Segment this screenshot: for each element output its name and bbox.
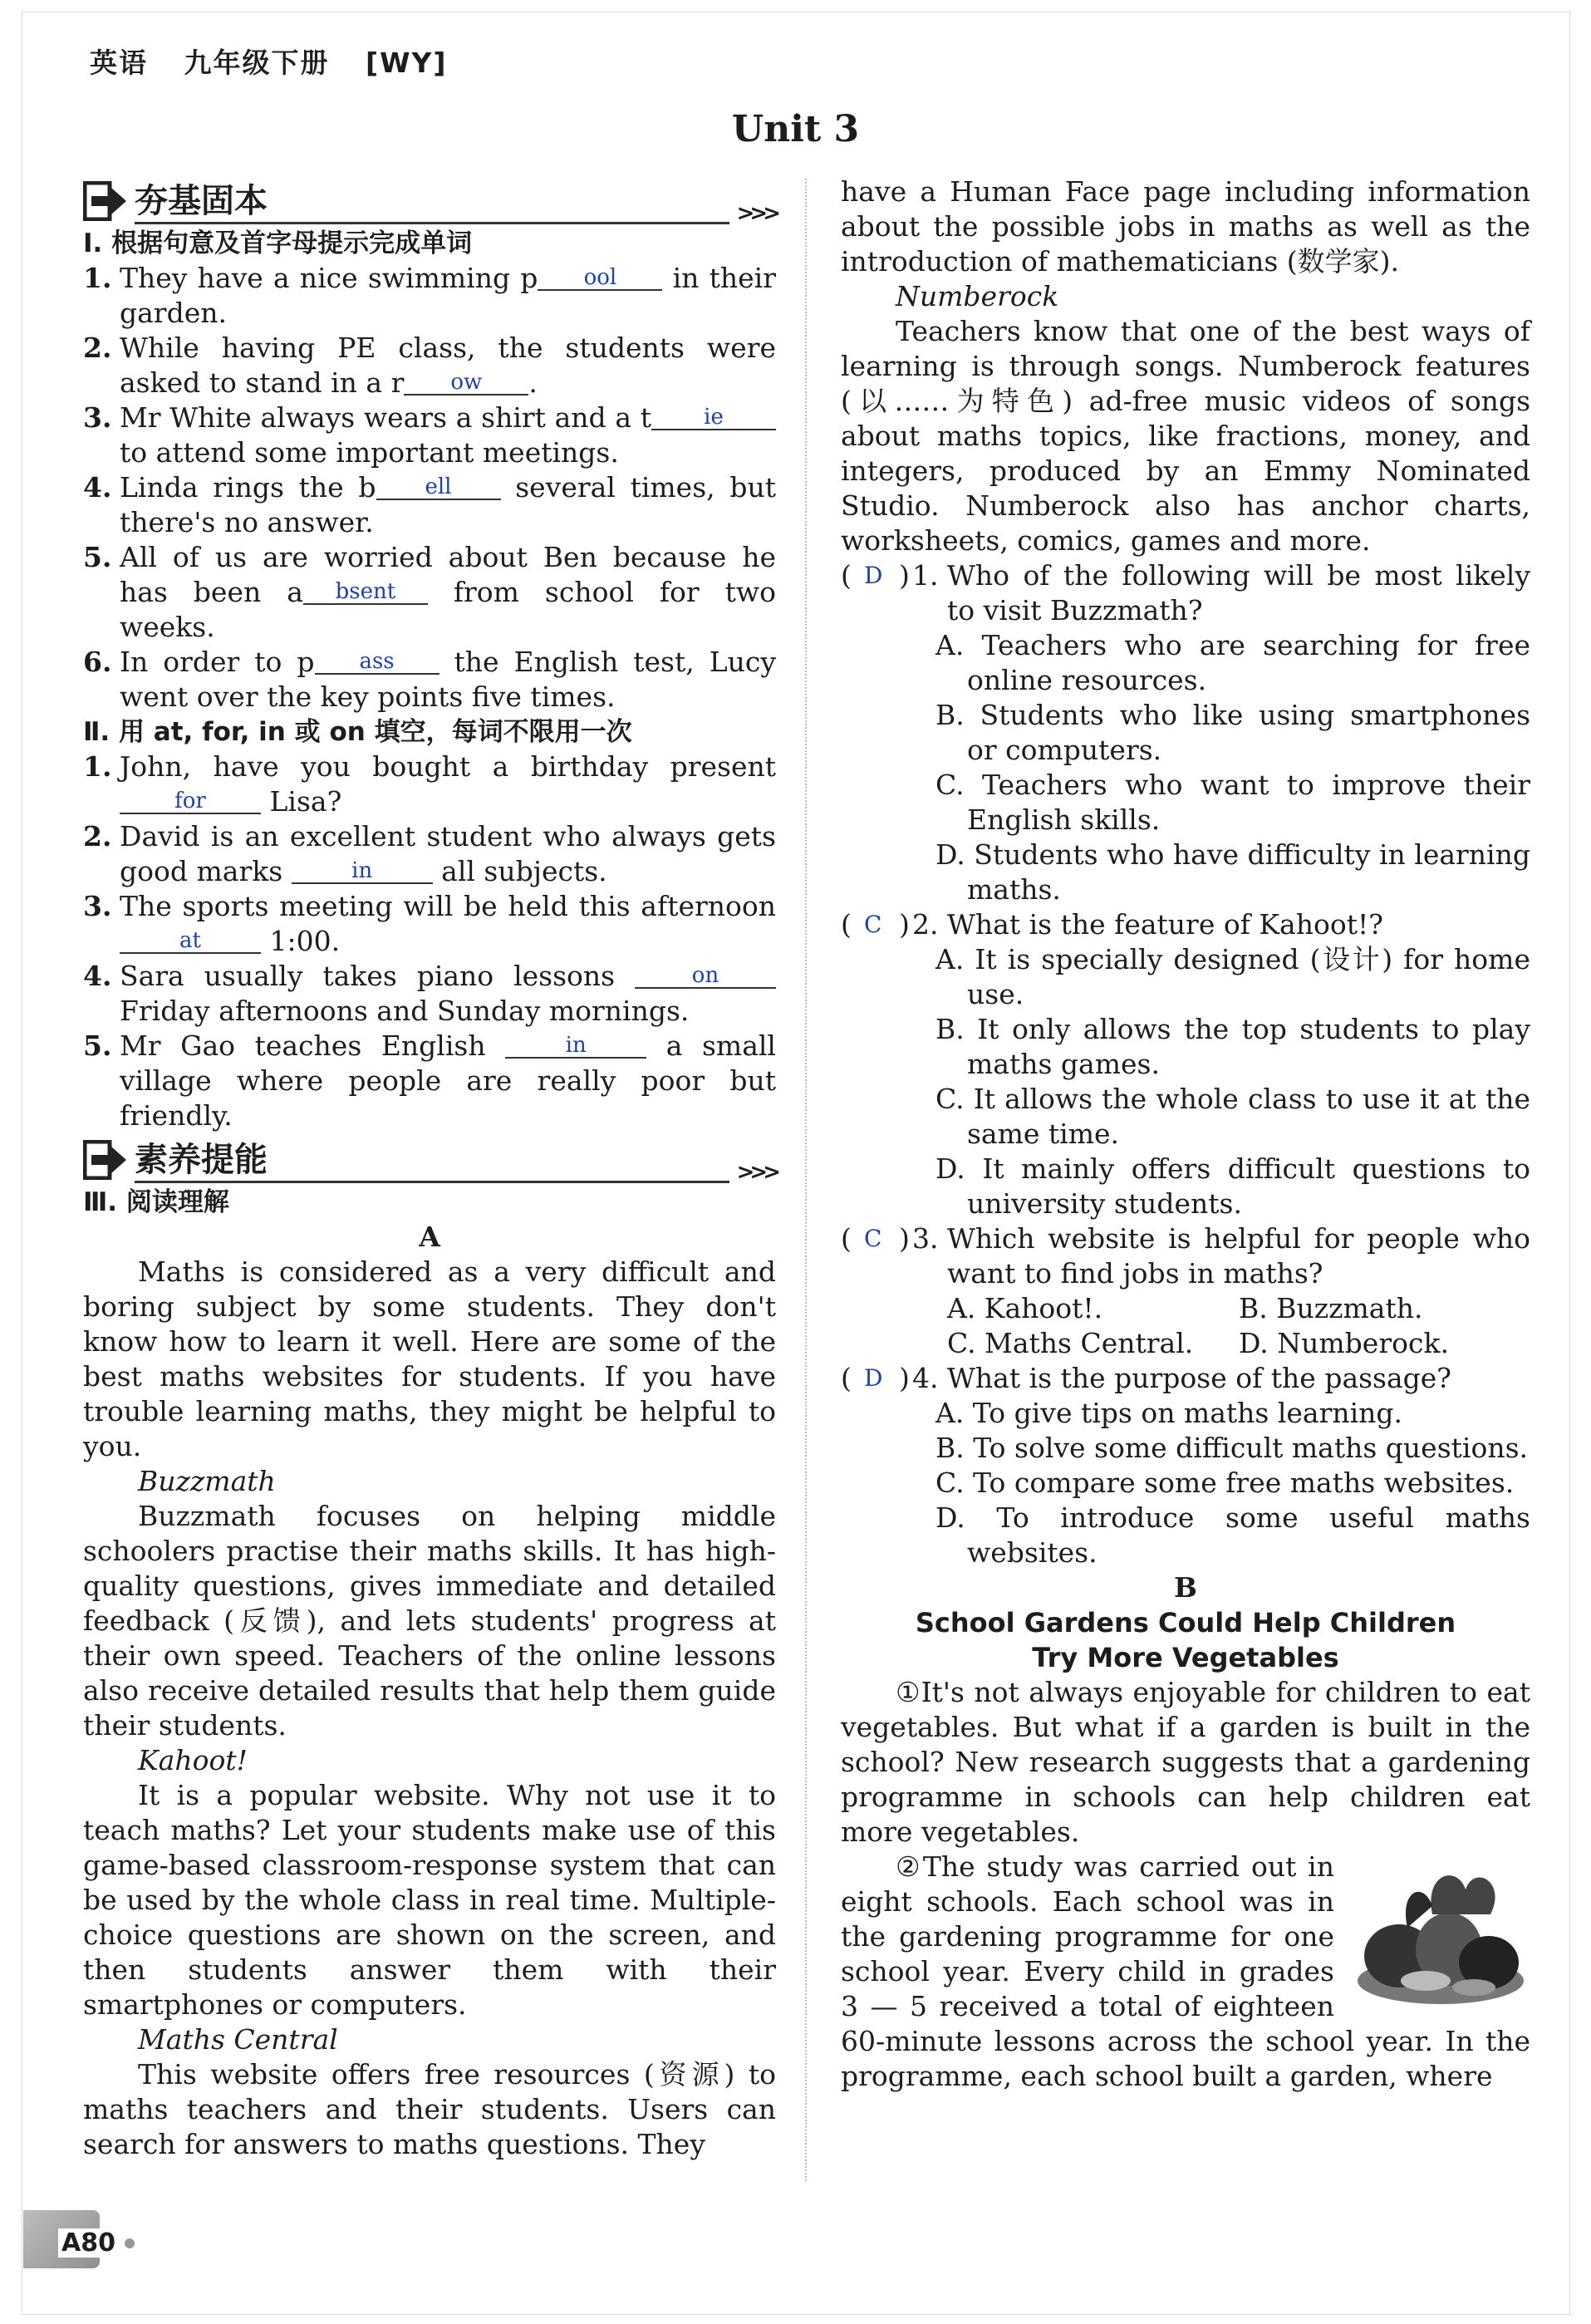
answer-option[interactable]: A. To give tips on maths learning.: [935, 1397, 1403, 1429]
answer-option[interactable]: B. Students who like using smartphones or computers.: [935, 699, 1530, 766]
question: [841, 907, 1530, 942]
answer-option[interactable]: B. Buzzmath.: [1239, 1292, 1423, 1324]
fill-item: [83, 540, 776, 645]
answer-blank[interactable]: [505, 1029, 646, 1059]
paragraph-text: ②The study was carried out in eight schools. Each school was in the gardening programme for one school year. Every child in grades 3 — 5 received a total of eighteen 60-minute lessons across the school year. In the programme, each school built a garden, where: [841, 1850, 1530, 2092]
item-text: All of us are worried about Ben because he has been a: [120, 541, 776, 608]
option-row: [841, 1291, 1530, 1326]
item-text: Lisa?: [261, 785, 342, 818]
answer-blank[interactable]: [315, 645, 439, 675]
arrow-box-icon: [83, 1140, 128, 1180]
header-grade: 九年级下册: [184, 47, 330, 79]
right-column: [841, 174, 1530, 2094]
item-number: 4.: [83, 960, 112, 992]
unit-title: Unit 3: [731, 108, 860, 150]
option-row: [841, 1326, 1530, 1361]
item-text: to attend some important meetings.: [120, 436, 619, 469]
item-number: 5.: [83, 1029, 112, 1062]
section-rule: [135, 222, 729, 224]
handwritten-answer: at: [179, 928, 201, 953]
section-title-2: 素养提能: [135, 1141, 268, 1179]
item-number: 3.: [83, 401, 112, 434]
answer-option[interactable]: D. To introduce some useful maths websites.: [935, 1501, 1530, 1569]
item-text: They have a nice swimming p: [120, 262, 538, 294]
item-text: John, have you bought a birthday present: [120, 750, 776, 783]
handwritten-answer: D: [864, 1364, 883, 1392]
item-number: 1.: [83, 262, 112, 294]
arrow-box-icon: [83, 181, 128, 221]
site-name: Maths Central: [138, 2023, 338, 2056]
item-text: Mr Gao teaches English: [120, 1029, 486, 1062]
handwritten-answer: ie: [704, 405, 724, 430]
question-stem: What is the purpose of the passage?: [947, 1362, 1452, 1394]
question-number: 4.: [912, 1362, 939, 1394]
passage-a-intro: Maths is considered as a very difficult and boring subject by some students. They don't know how to learn it well. Here are some of the best maths websites for students. If you have trouble learning maths, they might be helpful to you.: [83, 1255, 776, 1462]
answer-blank[interactable]: [303, 575, 428, 605]
running-header: [90, 42, 472, 81]
question-list: [841, 558, 1530, 1570]
section-rule: [135, 1181, 729, 1183]
item-text: The sports meeting will be held this afternoon: [120, 890, 776, 922]
section-banner-2: [83, 1137, 776, 1185]
handwritten-answer: for: [174, 789, 206, 813]
site-text: It is a popular website. Why not use it to teach maths? Let your students make use of this game-based classroom-response system that can be used by the whole class in real time. Multiple-choice questions are shown on the screen, and then students answer them with their smartphones or computers.: [83, 1779, 776, 2021]
chevrons-icon: >>>: [736, 1160, 776, 1185]
answer-option[interactable]: D. Students who have difficulty in learning maths.: [935, 838, 1530, 906]
answer-option[interactable]: C. Teachers who want to improve their English skills.: [935, 769, 1530, 836]
answer-blank[interactable]: [651, 400, 776, 430]
answer-option[interactable]: C. To compare some free maths websites.: [935, 1467, 1515, 1499]
passage-b-paragraph-1: ①It's not always enjoyable for children to eat vegetables. But what if a garden is built in the school? New research suggests that a gardening programme in schools can help children eat more vegetables.: [841, 1676, 1530, 1848]
answer-option[interactable]: D. It mainly offers difficult questions to university students.: [935, 1152, 1530, 1220]
site-name: Numberock: [896, 280, 1059, 312]
question-stem: Who of the following will be most likely to visit Buzzmath?: [947, 559, 1530, 626]
answer-option[interactable]: A. Teachers who are searching for free online resources.: [935, 629, 1530, 696]
handwritten-answer: ass: [359, 649, 395, 674]
question-stem: Which website is helpful for people who want to find jobs in maths?: [947, 1222, 1530, 1290]
site-name: Kahoot!: [138, 1744, 248, 1776]
answer-blank[interactable]: [120, 924, 261, 954]
item-number: 3.: [83, 890, 112, 922]
site-text-continuation: have a Human Face page including information about the possible jobs in maths as well as the introduction of mathematicians (数学家).: [841, 175, 1530, 278]
handwritten-answer: in: [565, 1033, 587, 1058]
site-text: Buzzmath focuses on helping middle schoolers practise their maths skills. It has high-quality questions, gives immediate and detailed feedback (反馈), and lets students' progress at their own speed. Teachers of the online lessons also receive detailed results that help them guide their students.: [83, 1500, 776, 1742]
item-text: from school for two weeks.: [120, 576, 776, 643]
passage-b-title-line2: Try More Vegetables: [1032, 1642, 1339, 1673]
fill-item: [83, 749, 776, 819]
handwritten-answer: C: [864, 1225, 882, 1252]
item-number: 4.: [83, 471, 112, 504]
handwritten-answer: ell: [425, 474, 452, 499]
fill-item: [83, 1029, 776, 1133]
column-divider: [805, 179, 807, 2181]
part2-heading: Ⅱ. 用 at, for, in 或 on 填空，每词不限用一次: [83, 717, 632, 747]
item-number: 2.: [83, 332, 112, 364]
item-number: 5.: [83, 541, 112, 573]
left-column: [83, 174, 776, 2162]
item-text: Friday afternoons and Sunday mornings.: [120, 995, 690, 1027]
question-number: 2.: [912, 908, 939, 941]
answer-option[interactable]: D. Numberock.: [1239, 1327, 1449, 1359]
answer-blank[interactable]: [538, 261, 662, 291]
item-text: 1:00.: [261, 925, 341, 957]
item-text: Linda rings the b: [120, 471, 376, 504]
item-text: In order to p: [120, 646, 315, 678]
item-text: .: [528, 366, 538, 399]
handwritten-answer: D: [864, 562, 883, 589]
page-dot: [125, 2238, 135, 2248]
item-number: 6.: [83, 646, 112, 678]
answer-option[interactable]: B. To solve some difficult maths questions.: [935, 1432, 1528, 1464]
handwritten-answer: in: [351, 858, 373, 883]
passage-b-label: B: [1174, 1571, 1197, 1604]
item-number: 2.: [83, 820, 112, 852]
fill-item: [83, 889, 776, 959]
answer-blank[interactable]: [120, 784, 261, 814]
page-number: A80: [58, 2228, 119, 2258]
item-text: in their garden.: [120, 262, 776, 329]
item-text: all subjects.: [432, 855, 607, 887]
passage-b-paragraph-2: [841, 1850, 1530, 2094]
fill-item: [83, 645, 776, 715]
site-name: Buzzmath: [138, 1465, 276, 1497]
item-text: Sara usually takes piano lessons: [120, 960, 616, 992]
answer-blank[interactable]: [404, 366, 528, 396]
answer-option[interactable]: A. It is specially designed (设计) for home use.: [935, 943, 1530, 1010]
chevrons-icon: >>>: [736, 201, 776, 226]
site-text-continued: This website offers free resources (资源) to maths teachers and their students. Users can search for answers to maths questions. They: [83, 2058, 776, 2160]
part3-heading: Ⅲ. 阅读理解: [83, 1187, 229, 1217]
fill-item: [83, 400, 776, 470]
section-title-1: 夯基固本: [135, 182, 268, 220]
question: [841, 1221, 1530, 1291]
item-text: While having PE class, the students were asked to stand in a r: [120, 332, 776, 399]
site-text: Teachers know that one of the best ways of learning is through songs. Numberock features (以……为特色) ad-free music videos of songs about maths topics, like fractions, money, and integers, produced by an Emmy Nominated Studio. Numberock also has anchor charts, worksheets, comics, games and more.: [841, 315, 1530, 557]
answer-bracket[interactable]: ( C ): [841, 1222, 910, 1255]
handwritten-answer: bsent: [335, 579, 396, 604]
answer-blank[interactable]: [635, 959, 776, 989]
handwritten-answer: ow: [450, 370, 483, 395]
page-number-tab: [23, 2210, 115, 2268]
fill-item: [83, 331, 776, 400]
answer-option[interactable]: C. It allows the whole class to use it at the same time.: [935, 1083, 1530, 1150]
item-number: 1.: [83, 750, 112, 783]
item-text: several times, but there's no answer.: [120, 471, 776, 538]
part1-heading: Ⅰ. 根据句意及首字母提示完成单词: [83, 228, 473, 258]
handwritten-answer: ool: [583, 265, 617, 290]
item-text: David is an excellent student who always gets good marks: [120, 820, 776, 887]
question-number: 1.: [912, 559, 939, 592]
question: [841, 1361, 1530, 1396]
header-edition: [WY]: [366, 47, 448, 79]
fill-item: [83, 959, 776, 1029]
handwritten-answer: on: [691, 963, 719, 988]
answer-bracket[interactable]: ( D ): [841, 1362, 910, 1394]
answer-option[interactable]: C. Maths Central.: [947, 1327, 1194, 1359]
vegetables-image: [1349, 1856, 1530, 2011]
fill-item: [83, 261, 776, 331]
section-banner-1: [83, 178, 776, 226]
answer-blank[interactable]: [292, 854, 433, 884]
item-text: the English test, Lucy went over the key points five times.: [120, 646, 776, 713]
answer-bracket[interactable]: ( D ): [841, 559, 910, 592]
passage-a-label: A: [419, 1221, 440, 1253]
answer-blank[interactable]: [376, 470, 501, 500]
question-stem: What is the feature of Kahoot!?: [947, 908, 1383, 941]
header-subject: 英语: [90, 47, 148, 79]
item-text: a small village where people are really poor but friendly.: [120, 1029, 776, 1132]
passage-b-title-line1: School Gardens Could Help Children: [915, 1607, 1456, 1639]
answer-option[interactable]: A. Kahoot!.: [947, 1292, 1103, 1324]
question: [841, 558, 1530, 628]
answer-bracket[interactable]: ( C ): [841, 908, 910, 941]
answer-option[interactable]: B. It only allows the top students to play maths games.: [935, 1013, 1530, 1080]
fill-item: [83, 470, 776, 540]
handwritten-answer: C: [864, 911, 882, 938]
fill-item: [83, 819, 776, 889]
item-text: Mr White always wears a shirt and a t: [120, 401, 651, 434]
question-number: 3.: [912, 1222, 939, 1255]
